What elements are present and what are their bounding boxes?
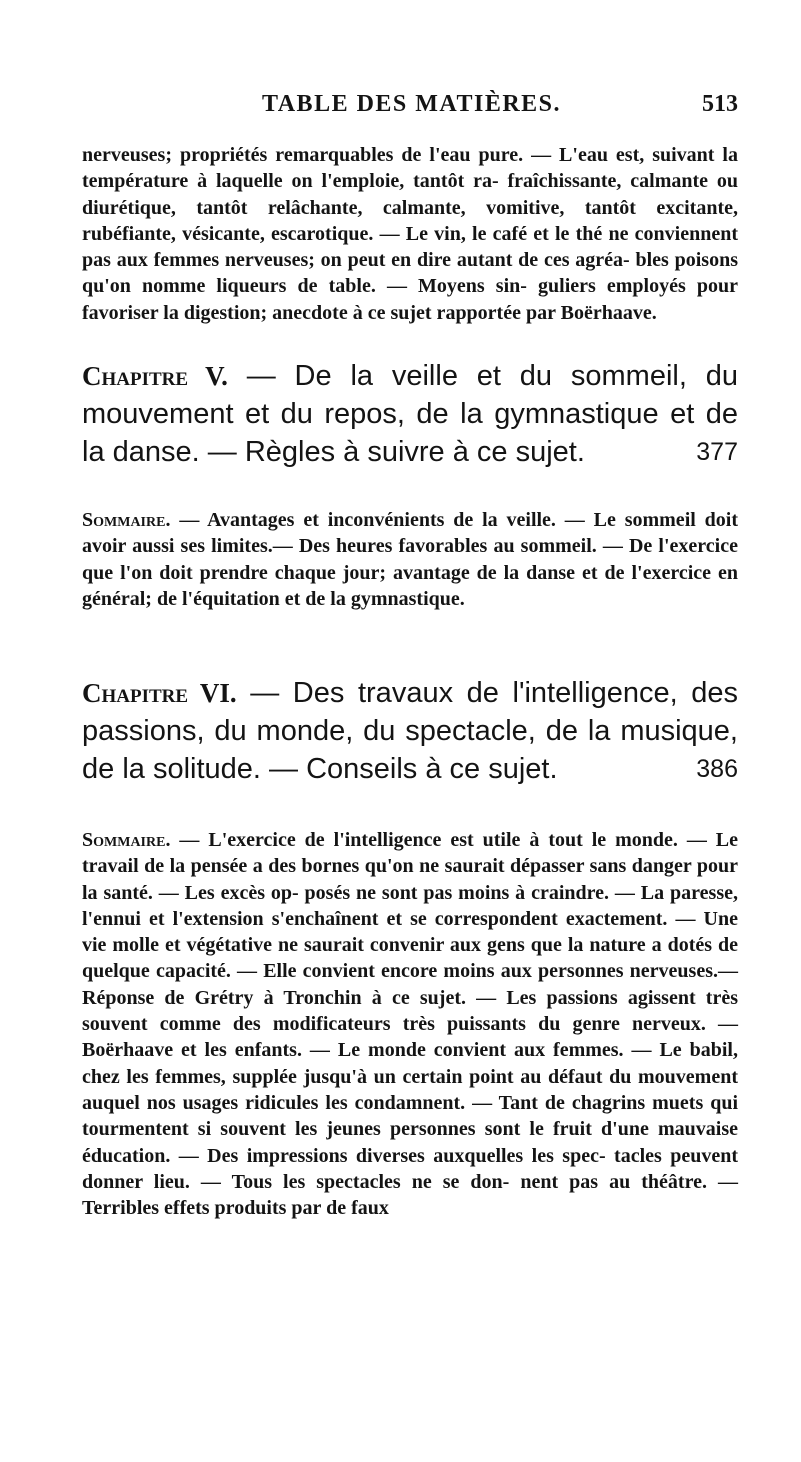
chapter-5-page: 377 [696,438,738,466]
chapter-5-summary-label: Sommaire. [82,509,171,531]
chapter-6-label: Chapitre VI. [82,678,237,708]
chapter-6-summary-text: — L'exercice de l'intelligence est utile à tout le monde. — Le travail de la pensée a des bornes qu'on ne saurait dépasser sans danger pour la santé. — Les excès op- posés ne sont pas moins à craindre. — La paresse, l'ennui et l'extension s'enchaînent et se correspondent exactement. — Une vie molle et végétative ne saurait convenir aux gens que la nature a dotés de quelque capacité. — Elle convient encore moins aux personnes nerveuses.— Réponse de Grétry à Tronchin à ce sujet. — Les passions agissent très souvent comme des modificateurs très puissants du genre nerveux. — Boërhaave et les enfants. — Le monde convient aux femmes. — Le babil, chez les femmes, supplée jusqu'à un certain point au défaut du mouvement auquel nos usages ridicules les condamnent. — Tant de chagrins muets qui tourmentent si souvent les jeunes personnes sont le fruit d'une mauvaise éducation. — Des impressions diverses auxquelles les spec- tacles peuvent donner lieu. — Tous les spectacles ne se don- nent pas au théâtre. — Terribles effets produits par de faux [82,829,739,1220]
chapter-5-summary-text: — Avantages et inconvénients de la veille. — Le sommeil doit avoir aussi ses limites.— Des heures favorables au sommeil. — De l'exercice que l'on doit prendre chaque jour; avantage de la danse et de l'exercice en général; de l'équitation et de la gymnastique. [82,509,738,610]
chapter-6-heading [82,674,738,788]
chapter-6-title: — Des travaux de l'intelligence, des passions, du monde, du spectacle, de la musique, de la solitude. — Conseils à ce sujet. [82,677,738,785]
chapter-6-page: 386 [696,755,738,783]
chapter-5-heading [82,357,738,471]
chapter-5-label: Chapitre V. [82,361,228,391]
page-number: 513 [702,91,738,117]
chapter-6-summary [82,827,738,1221]
running-header [262,91,738,131]
chapter-5-title: — De la veille et du sommeil, du mouvement et du repos, de la gymnastique et de la danse. — Règles à suivre à ce sujet. [82,360,738,468]
chapter-5-summary [82,507,738,612]
header-title: TABLE DES MATIÈRES. [262,91,562,117]
chapter-6-summary-label: Sommaire. [82,829,171,851]
intro-paragraph: nerveuses; propriétés remarquables de l'eau pure. — L'eau est, suivant la température à laquelle on l'emploie, tantôt ra- fraîchissante, calmante ou diurétique, tantôt relâchante, calmante, vomitive, tantôt excitante, rubéfiante, vésicante, escarotique. — Le vin, le café et le thé ne conviennent pas aux femmes nerveuses; on peut en dire autant de ces agréa- bles poisons qu'on nomme liqueurs de table. — Moyens sin- guliers employés pour favoriser la digestion; anecdote à ce sujet rapportée par Boërhaave. [82,144,738,324]
